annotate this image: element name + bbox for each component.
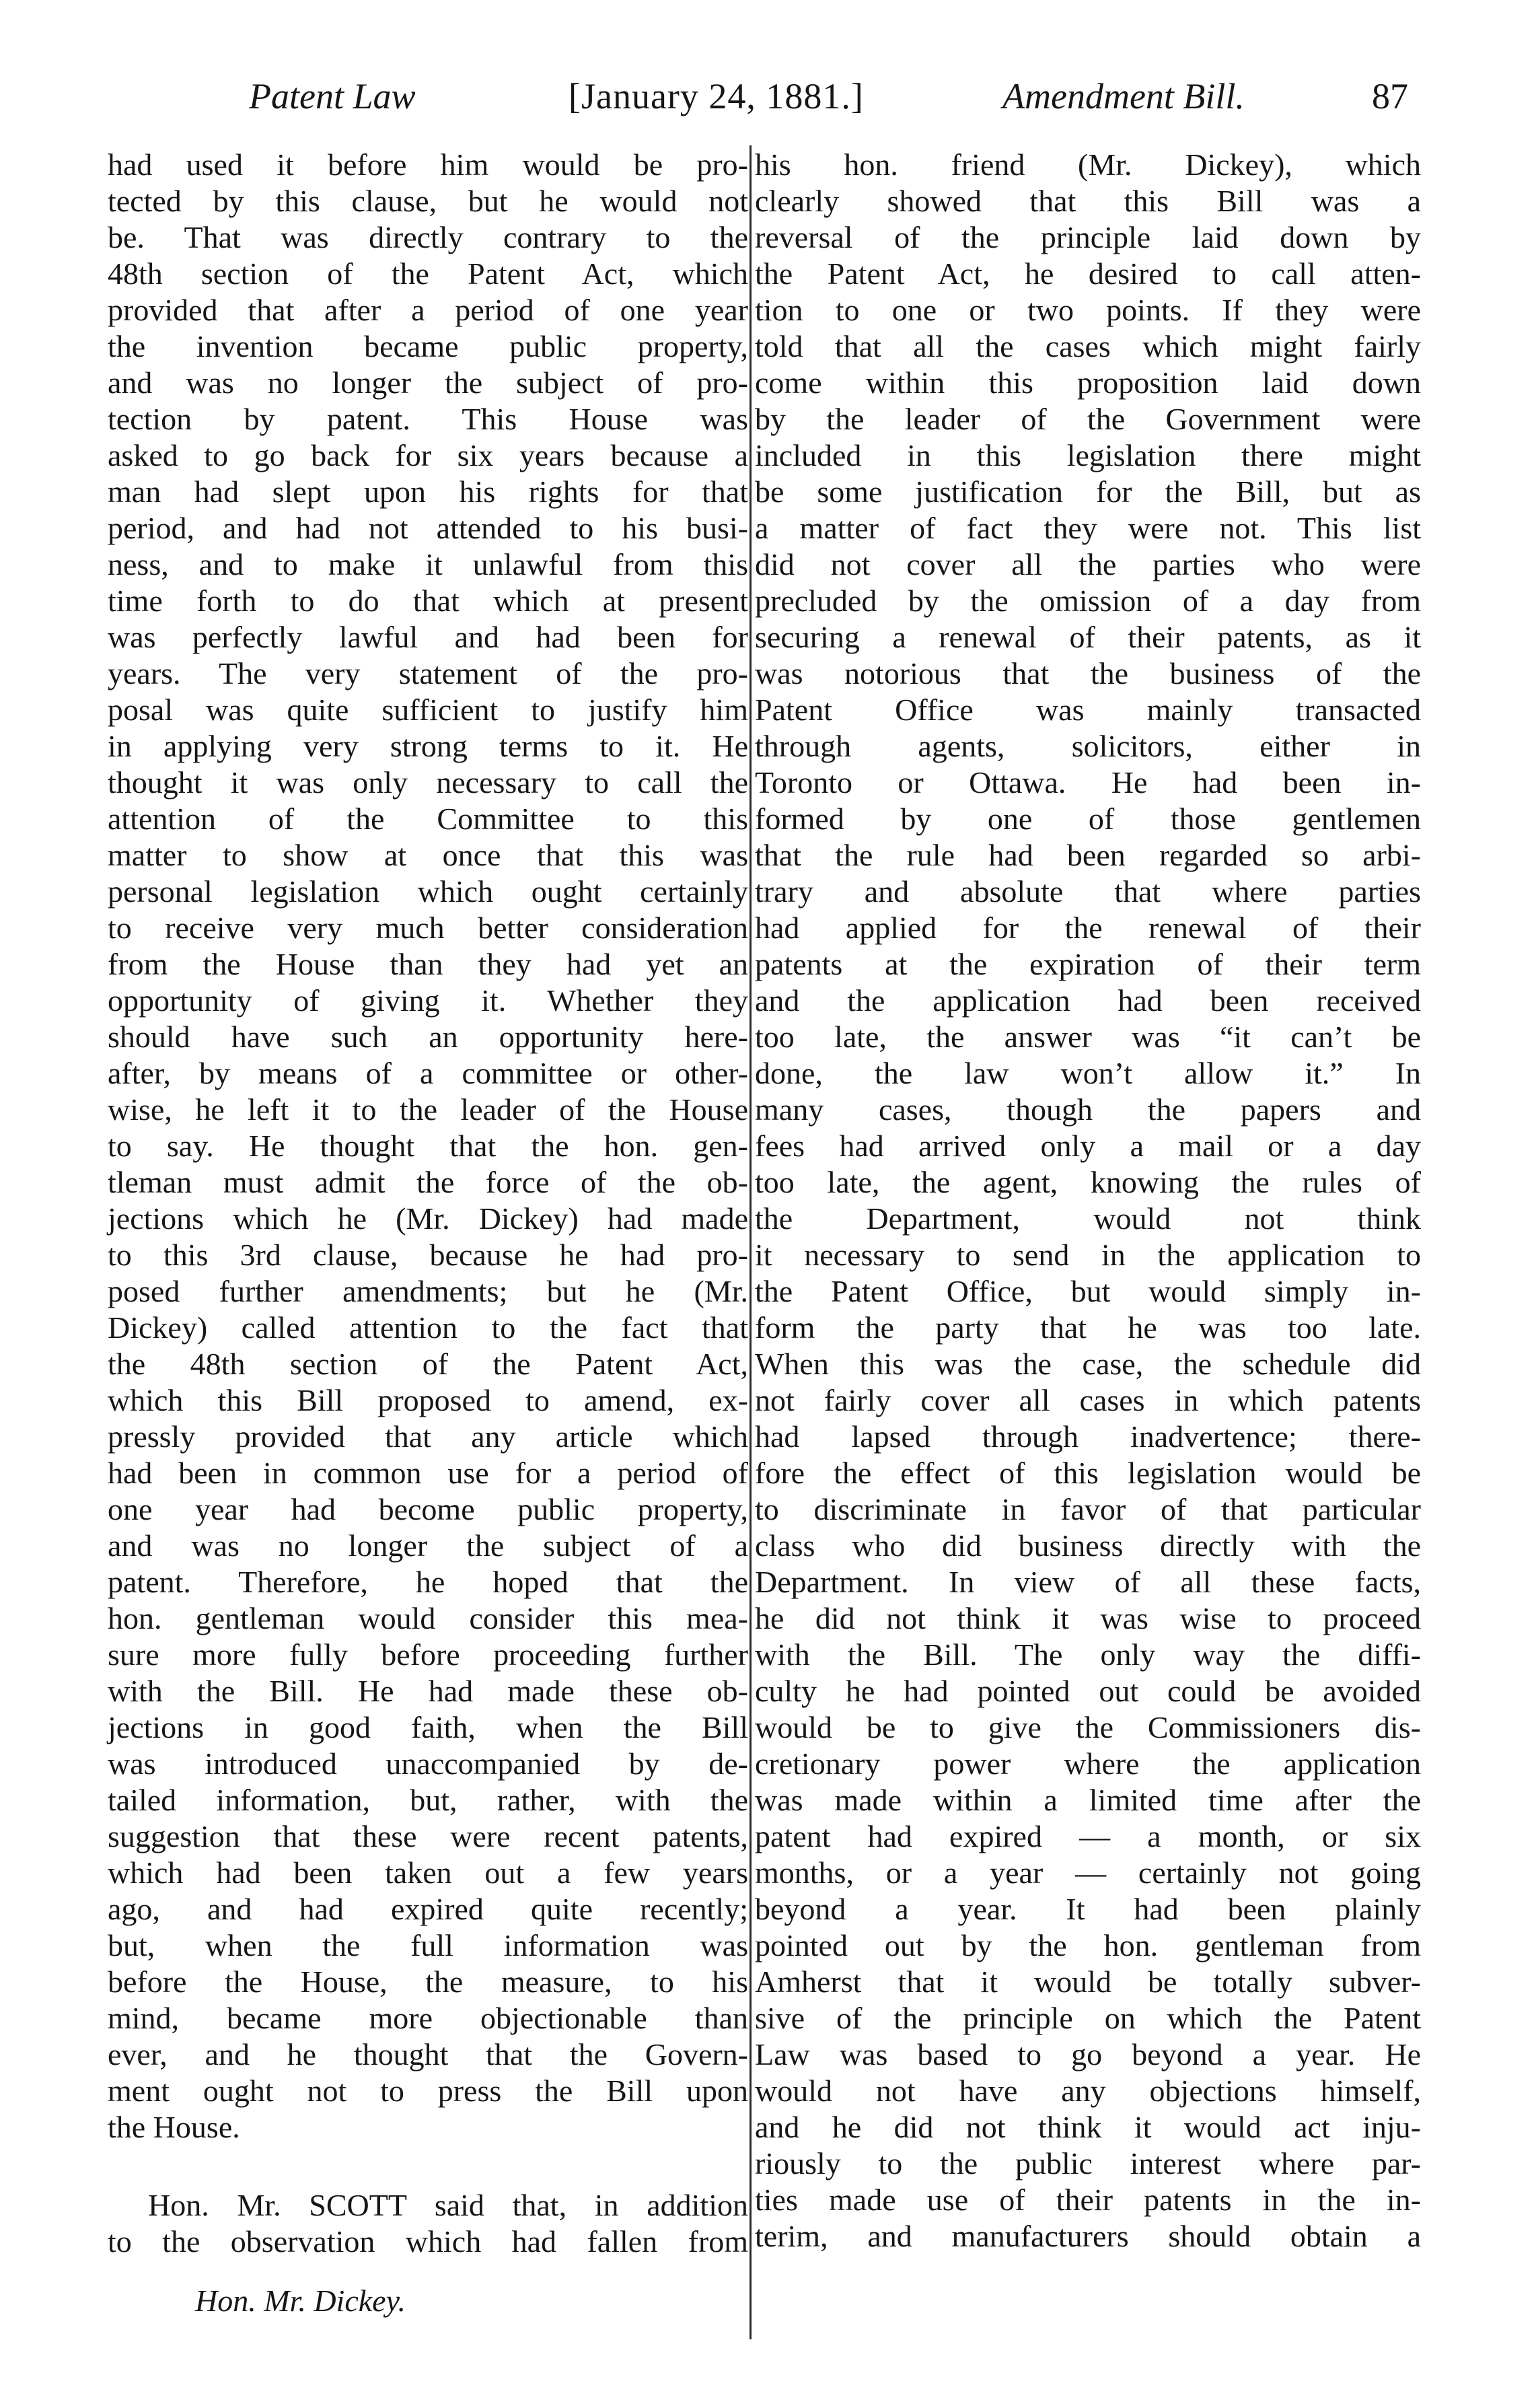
text-line: asked to go back for six years because a [108, 438, 748, 472]
text-line: Patent Office was mainly transacted [755, 693, 1421, 727]
text-line: hon. gentleman would consider this mea- [108, 1601, 748, 1635]
text-line: clearly showed that this Bill was a [755, 184, 1421, 218]
text-line: was perfectly lawful and had been for [108, 620, 748, 654]
text-line: tection by patent. This House was [108, 402, 748, 436]
text-line: from the House than they had yet an [108, 947, 748, 981]
text-line: tion to one or two points. If they were [755, 293, 1421, 327]
text-line: to the observation which had fallen from [108, 2224, 748, 2259]
text-line: and he did not think it would act inju- [755, 2110, 1421, 2144]
text-line: tailed information, but, rather, with the [108, 1783, 748, 1817]
text-line: had lapsed through inadvertence; there- [755, 1419, 1421, 1454]
text-line: to discriminate in favor of that particular [755, 1492, 1421, 1526]
text-line: be. That was directly contrary to the [108, 220, 748, 254]
text-line: to receive very much better consideration [108, 911, 748, 945]
text-line: to say. He thought that the hon. gen- [108, 1129, 748, 1163]
text-line: one year had become public property, [108, 1492, 748, 1526]
text-line: Toronto or Ottawa. He had been in- [755, 765, 1421, 800]
text-line: Department. In view of all these facts, [755, 1565, 1421, 1599]
text-line: the Patent Act, he desired to call atten- [755, 256, 1421, 291]
text-line: to this 3rd clause, because he had pro- [108, 1238, 748, 1272]
text-line: was notorious that the business of the [755, 656, 1421, 690]
text-line: the 48th section of the Patent Act, [108, 1347, 748, 1381]
text-line: period, and had not attended to his busi- [108, 511, 748, 545]
text-line: the Patent Office, but would simply in- [755, 1274, 1421, 1308]
text-line: culty he had pointed out could be avoided [755, 1674, 1421, 1708]
text-line: the invention became public property, [108, 329, 748, 363]
text-line: posed further amendments; but he (Mr. [108, 1274, 748, 1308]
text-line: opportunity of giving it. Whether they [108, 983, 748, 1018]
text-line: and was no longer the subject of pro- [108, 365, 748, 400]
text-line: riously to the public interest where par- [755, 2146, 1421, 2181]
text-line: patent had expired — a month, or six [755, 1819, 1421, 1853]
text-line: months, or a year — certainly not going [755, 1855, 1421, 1890]
text-line: terim, and manufacturers should obtain a [755, 2219, 1421, 2253]
text-line: thought it was only necessary to call the [108, 765, 748, 800]
header-right-title: Amendment Bill. [1002, 76, 1245, 116]
text-line: 48th section of the Patent Act, which [108, 256, 748, 291]
text-line: by the leader of the Government were [755, 402, 1421, 436]
text-line: was introduced unaccompanied by de- [108, 1746, 748, 1781]
text-line: man had slept upon his rights for that [108, 474, 748, 509]
text-line: his hon. friend (Mr. Dickey), which [755, 147, 1421, 182]
text-line: told that all the cases which might fairly [755, 329, 1421, 363]
text-line: too late, the agent, knowing the rules of [755, 1165, 1421, 1199]
text-line: posal was quite sufficient to justify him [108, 693, 748, 727]
running-header [202, 75, 1408, 143]
text-line: before the House, the measure, to his [108, 1964, 748, 1999]
text-line: class who did business directly with the [755, 1528, 1421, 1563]
text-line: tected by this clause, but he would not [108, 184, 748, 218]
text-line: included in this legislation there might [755, 438, 1421, 472]
text-line: sive of the principle on which the Patent [755, 2001, 1421, 2035]
right-column [755, 147, 1421, 2255]
text-line: the Department, would not think [755, 1201, 1421, 1236]
text-line: too late, the answer was “it can’t be [755, 1020, 1421, 1054]
text-line: which this Bill proposed to amend, ex- [108, 1383, 748, 1417]
text-line: had been in common use for a period of [108, 1456, 748, 1490]
text-line: would be to give the Commissioners dis- [755, 1710, 1421, 1744]
text-line: Amherst that it would be totally subver- [755, 1964, 1421, 1999]
text-line: Dickey) called attention to the fact that [108, 1310, 748, 1345]
text-line: had applied for the renewal of their [755, 911, 1421, 945]
text-line: tleman must admit the force of the ob- [108, 1165, 748, 1199]
header-date: [January 24, 1881.] [569, 76, 864, 116]
text-line: done, the law won’t allow it.” In [755, 1056, 1421, 1090]
text-line: a matter of fact they were not. This list [755, 511, 1421, 545]
header-left-title: Patent Law [249, 76, 416, 116]
text-line: ever, and he thought that the Govern- [108, 2037, 748, 2071]
text-line: time forth to do that which at present [108, 583, 748, 618]
text-line: sure more fully before proceeding further [108, 1637, 748, 1672]
text-line: personal legislation which ought certainly [108, 874, 748, 909]
text-line: after, by means of a committee or other- [108, 1056, 748, 1090]
text-line: be some justification for the Bill, but as [755, 474, 1421, 509]
left-column [108, 147, 748, 2260]
text-line: ment ought not to press the Bill upon [108, 2074, 748, 2108]
text-line: was made within a limited time after the [755, 1783, 1421, 1817]
text-line: pressly provided that any article which [108, 1419, 748, 1454]
text-line: come within this proposition laid down [755, 365, 1421, 400]
text-line: many cases, though the papers and [755, 1092, 1421, 1127]
text-line: through agents, solicitors, either in [755, 729, 1421, 763]
text-line: with the Bill. The only way the diffi- [755, 1637, 1421, 1672]
text-line: did not cover all the parties who were [755, 547, 1421, 581]
text-line: patent. Therefore, he hoped that the [108, 1565, 748, 1599]
text-line: and the application had been received [755, 983, 1421, 1018]
text-line: it necessary to send in the application to [755, 1238, 1421, 1272]
text-line: not fairly cover all cases in which patents [755, 1383, 1421, 1417]
text-line: Hon. Mr. SCOTT said that, in addition [148, 2188, 748, 2222]
text-line: form the party that he was too late. [755, 1310, 1421, 1345]
text-line: jections which he (Mr. Dickey) had made [108, 1201, 748, 1236]
text-line: pointed out by the hon. gentleman from [755, 1928, 1421, 1962]
text-line: formed by one of those gentlemen [755, 802, 1421, 836]
text-line: years. The very statement of the pro- [108, 656, 748, 690]
text-line: attention of the Committee to this [108, 802, 748, 836]
text-line: ago, and had expired quite recently; [108, 1892, 748, 1926]
text-line: that the rule had been regarded so arbi- [755, 838, 1421, 872]
text-line: ness, and to make it unlawful from this [108, 547, 748, 581]
text-line: trary and absolute that where parties [755, 874, 1421, 909]
text-line: Law was based to go beyond a year. He [755, 2037, 1421, 2071]
text-line: patents at the expiration of their term [755, 947, 1421, 981]
text-line: in applying very strong terms to it. He [108, 729, 748, 763]
text-line: reversal of the principle laid down by [755, 220, 1421, 254]
text-line: precluded by the omission of a day from [755, 583, 1421, 618]
text-line: fore the effect of this legislation would be [755, 1456, 1421, 1490]
text-line: jections in good faith, when the Bill [108, 1710, 748, 1744]
text-line: When this was the case, the schedule did [755, 1347, 1421, 1381]
text-line: suggestion that these were recent patents, [108, 1819, 748, 1853]
page-number: 87 [1372, 76, 1408, 116]
text-line: he did not think it was wise to proceed [755, 1601, 1421, 1635]
text-line: wise, he left it to the leader of the House [108, 1092, 748, 1127]
footer-speaker: Hon. Mr. Dickey. [195, 2283, 406, 2318]
text-line: the House. [108, 2110, 240, 2144]
text-line: had used it before him would be pro- [108, 147, 748, 182]
text-line: with the Bill. He had made these ob- [108, 1674, 748, 1708]
text-line: beyond a year. It had been plainly [755, 1892, 1421, 1926]
text-line: cretionary power where the application [755, 1746, 1421, 1781]
text-line: ties made use of their patents in the in- [755, 2183, 1421, 2217]
text-line: and was no longer the subject of a [108, 1528, 748, 1563]
text-line: matter to show at once that this was [108, 838, 748, 872]
text-line: which had been taken out a few years [108, 1855, 748, 1890]
text-line: fees had arrived only a mail or a day [755, 1129, 1421, 1163]
text-line: provided that after a period of one year [108, 293, 748, 327]
text-line: would not have any objections himself, [755, 2074, 1421, 2108]
paragraph-gap [108, 2146, 748, 2187]
text-line: mind, became more objectionable than [108, 2001, 748, 2035]
text-line: securing a renewal of their patents, as it [755, 620, 1421, 654]
text-line: but, when the full information was [108, 1928, 748, 1962]
column-divider [749, 145, 752, 2339]
text-line: should have such an opportunity here- [108, 1020, 748, 1054]
